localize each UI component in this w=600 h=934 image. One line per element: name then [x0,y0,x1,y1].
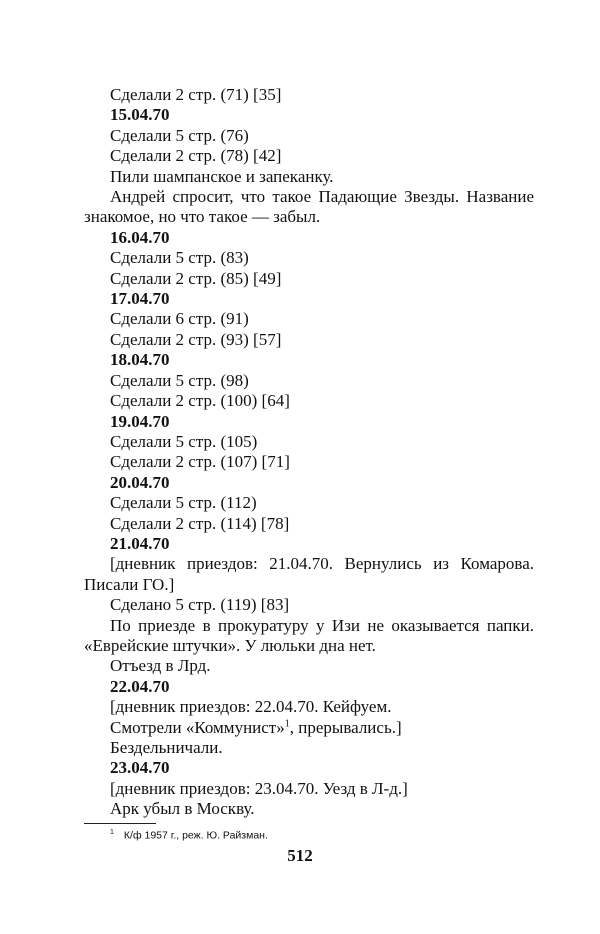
entry-text-continued: , прерывались.] [289,717,402,737]
entry-line: Сделали 2 стр. (93) [57] [110,329,282,349]
entry-line: Сделали 2 стр. (100) [64] [110,391,290,411]
entry-line: [дневник приездов: 22.04.70. Кейфуем. [110,697,392,717]
entry-line [84,718,534,738]
entry-line: Пили шампанское и запеканку. [110,166,334,186]
entry-line: Отъезд в Лрд. [110,656,211,676]
entry-date: 23.04.70 [110,758,170,778]
footnote-text: К/ф 1957 г., реж. Ю. Райзман. [123,829,268,842]
entry-date: 16.04.70 [110,227,170,247]
entry-line: Сделали 5 стр. (98) [110,370,249,390]
entry-date: 15.04.70 [110,105,170,125]
entry-line: Сделали 5 стр. (83) [110,248,249,268]
footnote-reference: 1 [284,717,290,729]
paragraph: [дневник приездов: 21.04.70. Вернулись из Комарова. Писали ГО.] [84,554,534,594]
footnote-divider [84,823,156,824]
entry-date: 18.04.70 [110,350,170,370]
entry-line: Сделали 6 стр. (91) [110,309,249,329]
entry-line: Сделали 5 стр. (105) [110,431,258,451]
entry-date: 22.04.70 [110,676,170,696]
entry-line: Сделали 5 стр. (112) [110,493,257,513]
entry-date: 19.04.70 [110,411,170,431]
entry-line: Сделали 2 стр. (85) [49] [110,268,282,288]
entry-line: Сделано 5 стр. (119) [83] [110,595,290,615]
footnote [110,826,530,843]
body-text [84,85,534,820]
entry-line: Сделали 2 стр. (114) [78] [110,513,290,533]
entry-line: [дневник приездов: 23.04.70. Уезд в Л-д.] [110,778,408,798]
paragraph: По приезде в прокуратуру у Изи не оказывается папки. «Еврейские штучки». У люльки дна нет. [84,615,534,655]
entry-line: Сделали 2 стр. (107) [71] [110,452,290,472]
paragraph: Андрей спросит, что такое Падающие Звезды. Название знакомое, но что такое — забыл. [84,187,534,227]
entry-line: Сделали 2 стр. (71) [35] [110,85,282,104]
footnote-mark: 1 [110,829,114,836]
entry-date: 20.04.70 [110,472,170,492]
entry-line: Бездельничали. [110,738,223,757]
entry-line: Сделали 5 стр. (76) [110,125,249,145]
entry-line: Сделали 2 стр. (78) [42] [110,146,282,166]
entry-line: Арк убыл в Москву. [110,799,255,819]
page-number: 512 [287,846,313,865]
entry-date: 21.04.70 [110,533,170,553]
entry-text: Смотрели «Коммунист» [110,717,285,737]
entry-date: 17.04.70 [110,289,170,309]
